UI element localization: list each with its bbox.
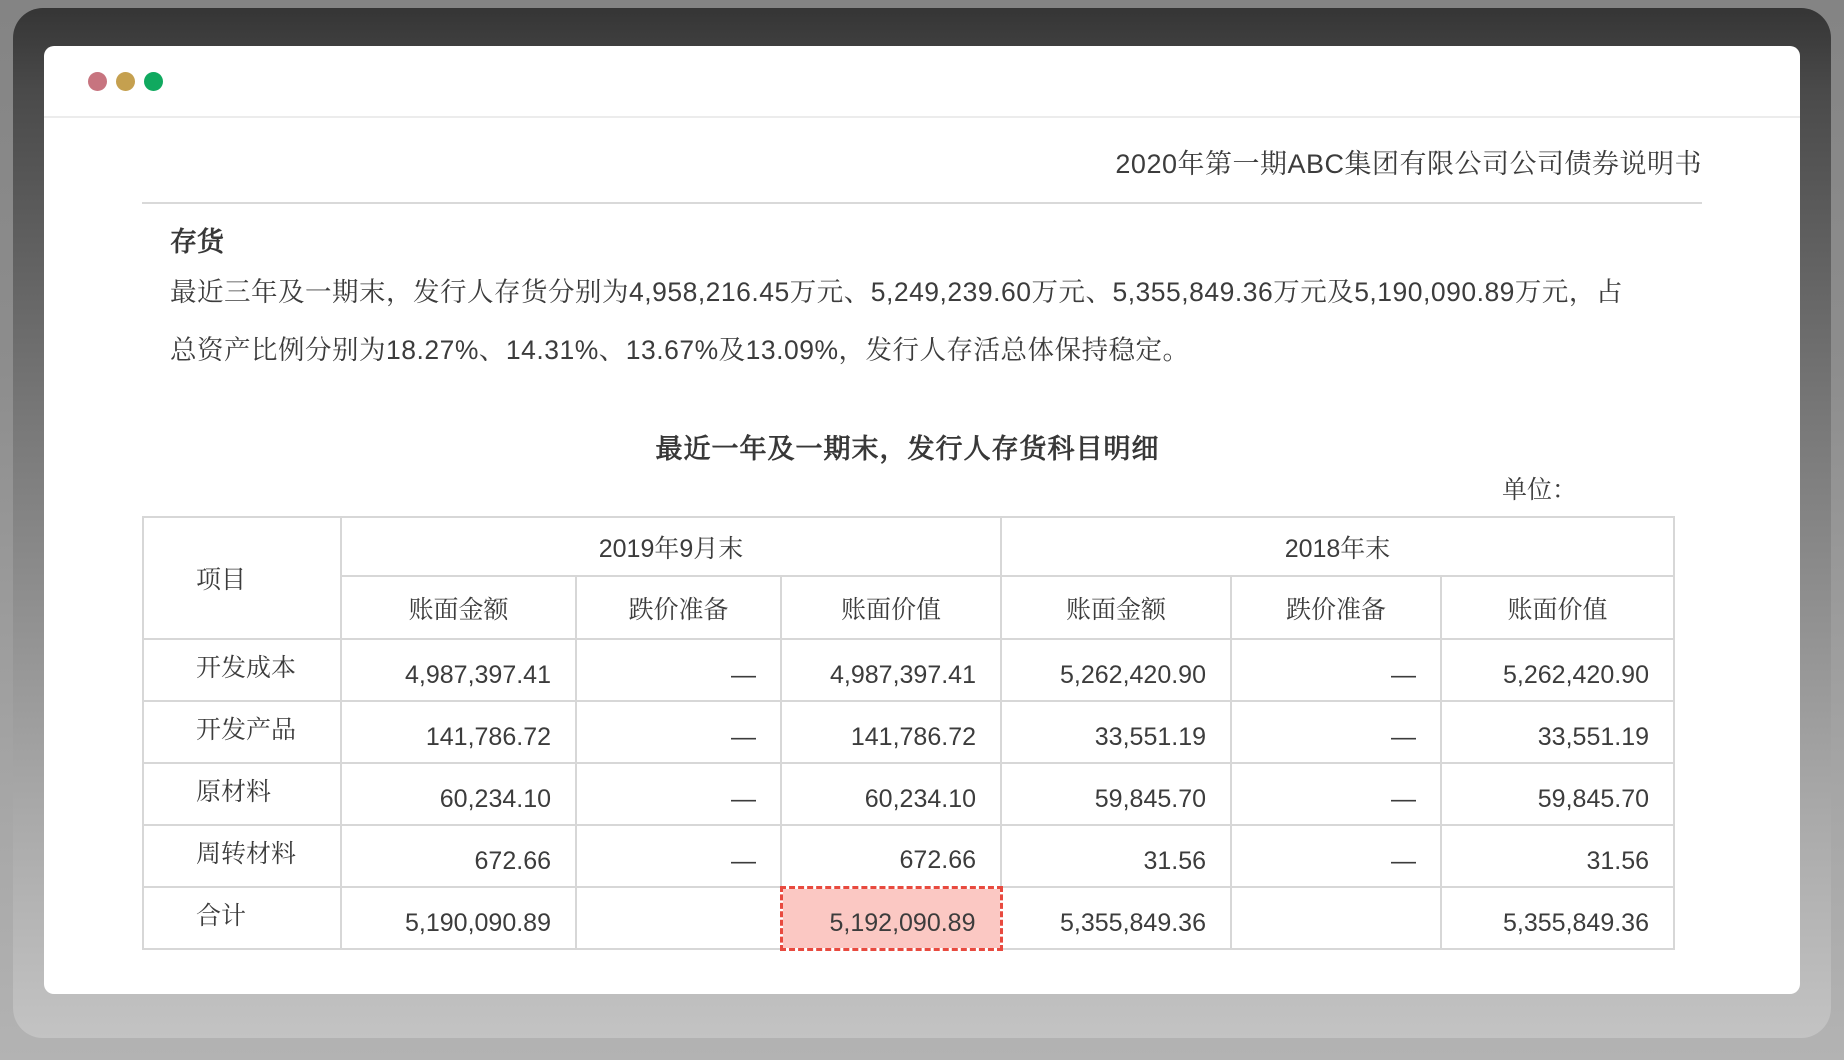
table-row [143, 701, 1674, 763]
cell-value: 5,262,420.90 [1001, 639, 1231, 701]
unit-label: 单位： [1501, 476, 1577, 504]
cell-value: 5,190,090.89 [341, 887, 576, 949]
highlighted-cell: 5,192,090.89 [781, 887, 1001, 949]
col-header-book-amount-2019: 账面金额 [341, 576, 576, 639]
table-header-row-periods [143, 517, 1674, 576]
col-header-period-2018: 2018年末 [1001, 517, 1674, 576]
cell-value: 60,234.10 [341, 763, 576, 825]
cell-value: 59,845.70 [1001, 763, 1231, 825]
minimize-window-button[interactable] [116, 72, 135, 91]
cell-value: 4,987,397.41 [341, 639, 576, 701]
cell-value: 31.56 [1001, 825, 1231, 887]
table-row-total [143, 887, 1674, 949]
cell-value: — [1231, 701, 1441, 763]
cell-value: 60,234.10 [781, 763, 1001, 825]
col-header-item: 项目 [143, 517, 341, 639]
document-window [44, 46, 1800, 994]
cell-value: — [576, 763, 781, 825]
section-title: 存货 [170, 227, 224, 257]
cell-value: — [1231, 639, 1441, 701]
col-header-book-amount-2018: 账面金额 [1001, 576, 1231, 639]
cell-value: 5,262,420.90 [1441, 639, 1674, 701]
cell-value: 4,987,397.41 [781, 639, 1001, 701]
cell-value [1231, 887, 1441, 949]
cell-value: 33,551.19 [1441, 701, 1674, 763]
row-label: 合计 [143, 887, 341, 949]
cell-value: — [576, 825, 781, 887]
paragraph-line: 总资产比例分别为18.27%、14.31%、13.67%及13.09%，发行人存活总体保持稳定。 [170, 335, 1190, 365]
cell-value: 672.66 [341, 825, 576, 887]
zoom-window-button[interactable] [144, 72, 163, 91]
close-window-button[interactable] [88, 72, 107, 91]
cell-value: 33,551.19 [1001, 701, 1231, 763]
table-row [143, 639, 1674, 701]
table-row [143, 763, 1674, 825]
paragraph [170, 263, 1674, 379]
cell-value: — [1231, 763, 1441, 825]
header-divider [142, 202, 1702, 204]
row-label: 周转材料 [143, 825, 341, 887]
table-header-row-measures [143, 576, 1674, 639]
cell-value: 141,786.72 [341, 701, 576, 763]
document-content [44, 142, 1800, 951]
row-label: 原材料 [143, 763, 341, 825]
cell-value: — [576, 639, 781, 701]
table-row [143, 825, 1674, 887]
row-label: 开发成本 [143, 639, 341, 701]
cell-value: — [576, 701, 781, 763]
cell-value: 5,355,849.36 [1001, 887, 1231, 949]
document-body [142, 220, 1702, 379]
cell-value: — [1231, 825, 1441, 887]
col-header-book-value-2018: 账面价值 [1441, 576, 1674, 639]
col-header-impairment-2018: 跌价准备 [1231, 576, 1441, 639]
col-header-period-2019: 2019年9月末 [341, 517, 1001, 576]
window-titlebar [44, 46, 1800, 118]
row-label: 开发产品 [143, 701, 341, 763]
inventory-table [142, 516, 1675, 951]
cell-value: 31.56 [1441, 825, 1674, 887]
col-header-book-value-2019: 账面价值 [781, 576, 1001, 639]
cell-value: 59,845.70 [1441, 763, 1674, 825]
cell-value: 141,786.72 [781, 701, 1001, 763]
col-header-impairment-2019: 跌价准备 [576, 576, 781, 639]
cell-value: 672.66 [781, 825, 1001, 887]
paragraph-line: 最近三年及一期末，发行人存货分别为4,958,216.45万元、5,249,239.60万元、5,355,849.36万元及5,190,090.89万元，占 [170, 277, 1623, 307]
table-title: 最近一年及一期末，发行人存货科目明细 [655, 434, 1160, 464]
document-header-title: 2020年第一期ABC集团有限公司公司债券说明书 [1115, 149, 1702, 179]
cell-value [576, 887, 781, 949]
cell-value: 5,355,849.36 [1441, 887, 1674, 949]
